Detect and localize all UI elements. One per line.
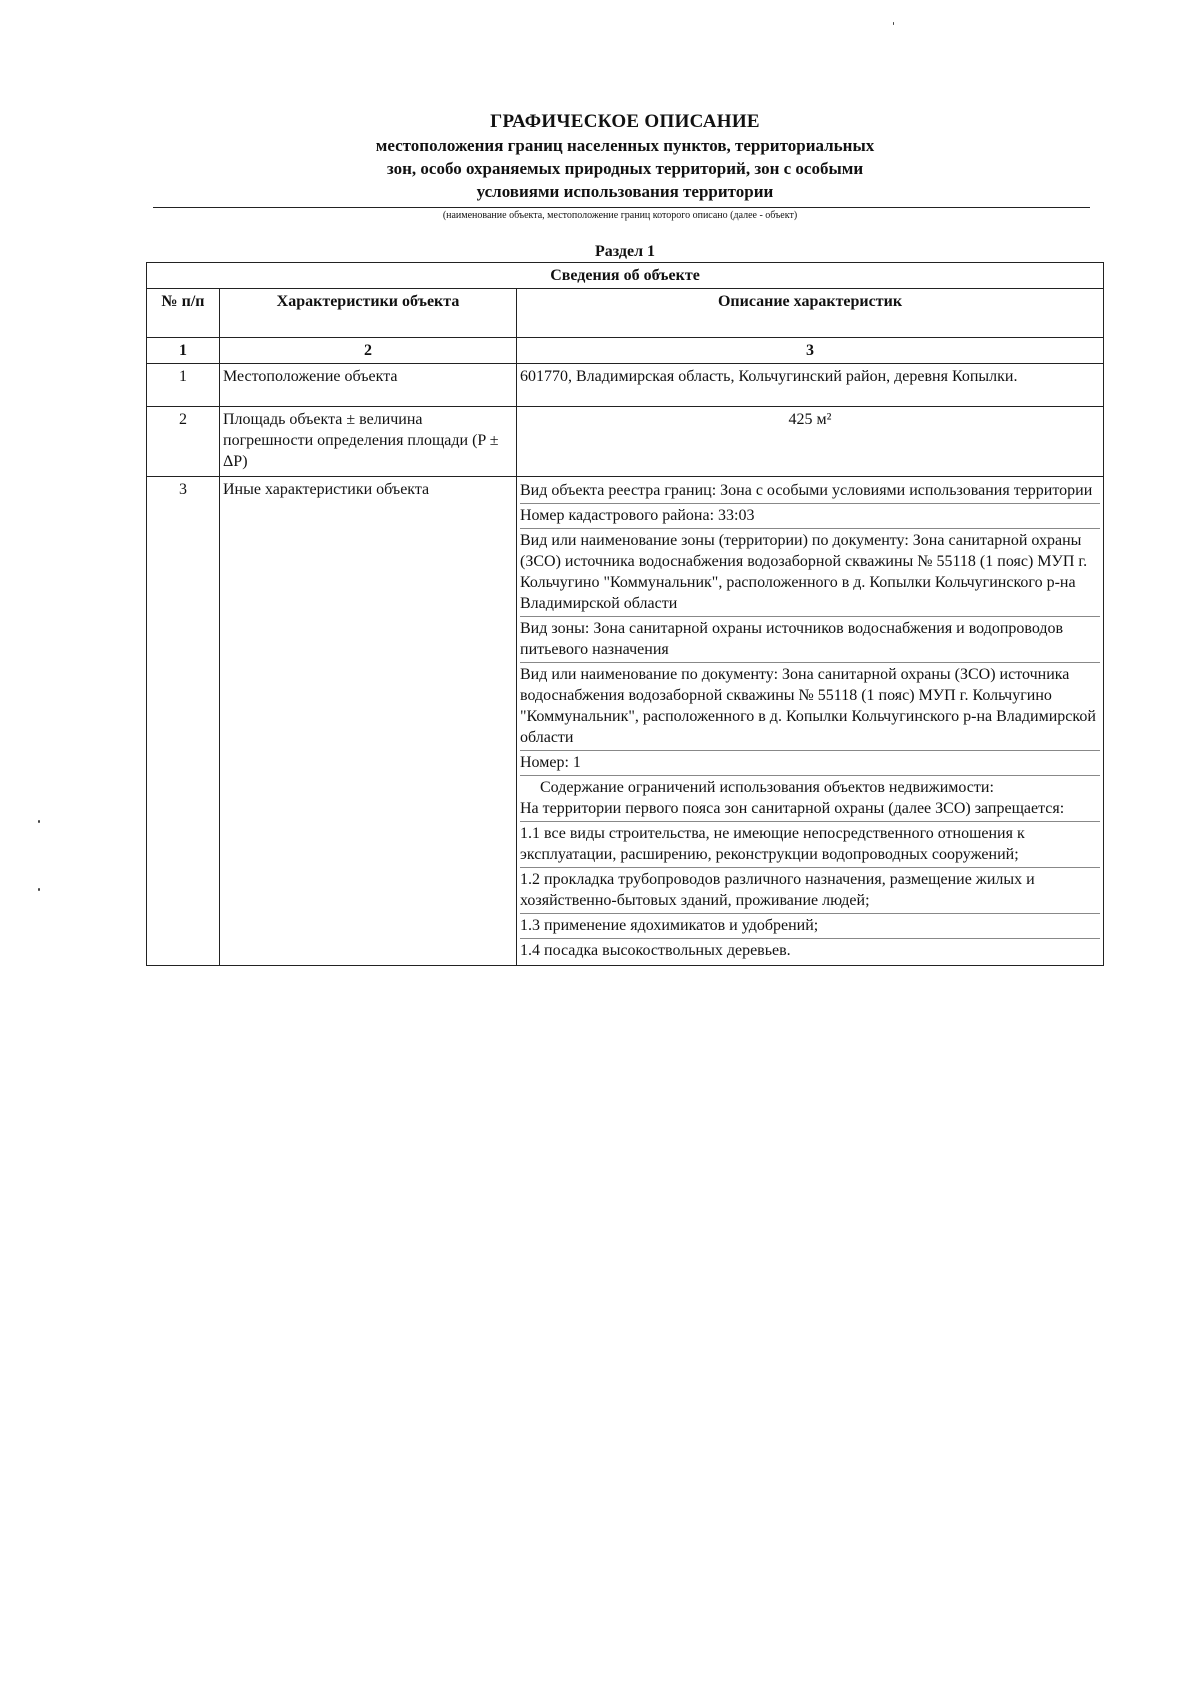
restriction-item: 1.3 применение ядохимикатов и удобрений; [520, 914, 1100, 939]
row-description: 601770, Владимирская область, Кольчугинский район, деревня Копылки. [517, 364, 1104, 407]
document-subtitle-line1: местоположения границ населенных пунктов, территориальных [375, 136, 875, 155]
table-header-row [147, 289, 1104, 338]
description-paragraph: Вид или наименование по документу: Зона санитарной охраны (ЗСО) источника водоснабжения водозаборной скважины № 55118 (1 пояс) МУП г. Кольчугино "Коммунальник", расположенного в д. Копылки Кольчугинского р-на Владимирской области [520, 663, 1100, 751]
description-paragraph: Вид или наименование зоны (территории) по документу: Зона санитарной охраны (ЗСО) источника водоснабжения водозаборной скважины № 55118 (1 пояс) МУП г. Кольчугино "Коммунальник", расположенного в д. Копылки Кольчугинского р-на Владимирской области [520, 529, 1100, 617]
description-paragraph: Номер: 1 [520, 751, 1100, 776]
row-characteristic: Иные характеристики объекта [220, 477, 517, 966]
table-caption: Сведения об объекте [147, 263, 1104, 289]
row-number: 3 [147, 477, 220, 966]
restriction-item: 1.1 все виды строительства, не имеющие непосредственного отношения к эксплуатации, расширению, реконструкции водопроводных сооружений; [520, 822, 1100, 868]
title-block [150, 110, 1100, 203]
object-info-table [146, 262, 1104, 966]
header-characteristic: Характеристики объекта [220, 289, 517, 338]
document-subtitle-line3: условиями использования территории [476, 182, 774, 201]
column-number: 1 [147, 338, 220, 364]
scan-speck [893, 22, 894, 25]
row-description-list [517, 477, 1104, 966]
row-description: 425 м² [517, 407, 1104, 477]
description-paragraph: Вид объекта реестра границ: Зона с особыми условиями использования территории [520, 479, 1100, 504]
title-underline [153, 207, 1090, 208]
column-number: 3 [517, 338, 1104, 364]
object-caption: (наименование объекта, местоположение границ которого описано (далее - объект) [442, 210, 798, 221]
table-row [147, 364, 1104, 407]
scan-speck [38, 888, 40, 891]
table-row [147, 477, 1104, 966]
description-paragraph: Вид зоны: Зона санитарной охраны источников водоснабжения и водопроводов питьевого назначения [520, 617, 1100, 663]
restrictions-intro: На территории первого пояса зон санитарной охраны (далее ЗСО) запрещается: [520, 800, 1065, 817]
restrictions-heading: Содержание ограничений использования объектов недвижимости: [540, 779, 994, 796]
description-paragraph: Номер кадастрового района: 33:03 [520, 504, 1100, 529]
restrictions-block [520, 776, 1100, 822]
column-number-row [147, 338, 1104, 364]
row-characteristic: Местоположение объекта [220, 364, 517, 407]
document-subtitle-line2: зон, особо охраняемых природных территорий, зон с особыми [386, 159, 864, 178]
restriction-item: 1.4 посадка высокоствольных деревьев. [520, 942, 791, 959]
row-characteristic: Площадь объекта ± величина погрешности определения площади (P ± ΔP) [220, 407, 517, 477]
column-number: 2 [220, 338, 517, 364]
row-number: 1 [147, 364, 220, 407]
row-number: 2 [147, 407, 220, 477]
restriction-item: 1.2 прокладка трубопроводов различного назначения, размещение жилых и хозяйственно-бытовых зданий, проживание людей; [520, 868, 1100, 914]
header-description: Описание характеристик [517, 289, 1104, 338]
table-row [147, 407, 1104, 477]
section-label: Раздел 1 [594, 243, 656, 260]
table-caption-row [147, 263, 1104, 289]
header-num: № п/п [147, 289, 220, 338]
scan-speck [38, 820, 40, 823]
document-title: ГРАФИЧЕСКОЕ ОПИСАНИЕ [490, 111, 760, 132]
